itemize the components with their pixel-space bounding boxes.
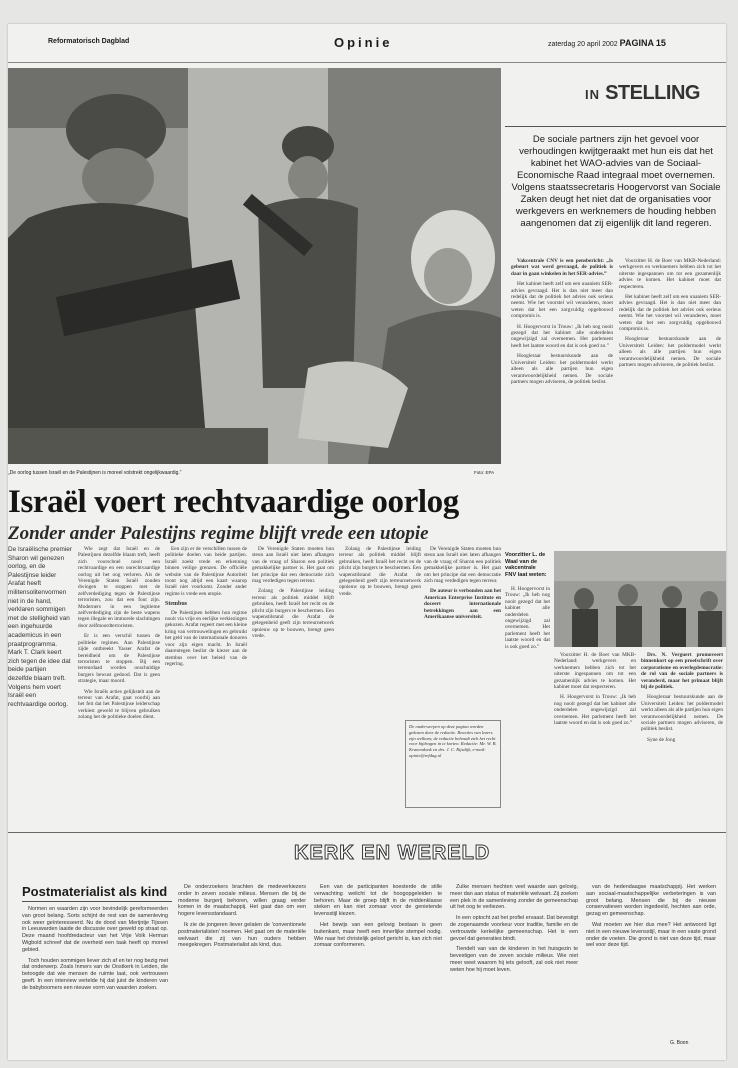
- photo-credit: Foto: EPA: [474, 470, 495, 475]
- reply-paragraph: Drs. N. Verguert promoveert binnenkort op een proefschrift over corporatisme en overlegdemocratie: de rol van de sociale partners is veranderd, maar het primaat blijft bij de politiek.: [641, 652, 723, 691]
- photo-caption: „De oorlog tussen Israël en de Palestijnen is moreel volstrekt ongelijkwaardig.”: [8, 470, 182, 476]
- article-headline: Israël voert rechtvaardige oorlog: [8, 484, 459, 520]
- meeting-photo-image: [554, 551, 726, 647]
- quote-paragraph: Hoogleraar bestuurskunde aan de Universiteit Leiden: het poldermodel werkt alleen als alle partijen hun eigen verantwoordelijkheid nemen. De sociale partners mogen adviseren, de politiek beslist.: [641, 694, 723, 733]
- section-divider: [8, 832, 726, 833]
- article-paragraph: Een zijn er de verschillen tussen de politieke doelen van beide partijen. Israël zoekt vrede en erkenning binnen veilige grenzen. De officiële website van de Palestijnse Autoriteit toont nog altijd een kaart waarop Israël niet voorkomt. Zonder ander regime is vrede een utopie.: [165, 546, 247, 597]
- article-subhead: Zonder ander Palestijns regime blijft vrede een utopie: [8, 523, 429, 544]
- article-paragraph: Zolang de Palestijnse leiding terreur als politiek middel blijft gebruiken, heeft Israël het recht en de plicht zijn burgers te beschermen. Een wapenstilstand die Arafat de gelegenheid geeft zijn terreurnetwerk opnieuw op te bouwen, brengt geen vrede.: [339, 546, 421, 597]
- quote-paragraph: H. Hoogervorst in Trouw: „Ik heb nog nooit gezegd dat het kabinet alle onderdelen ongewijzigd zal overnemen. Het parlement heeft het laatste woord en dat is ook goed zo.”: [511, 323, 613, 349]
- info-box: De onderwerpen op deze pagina worden gekozen door de redactie. Reacties van lezers zijn welkom; de redactie behoudt zich het recht voor bijdragen in te korten. Redactie: Mr. W. B. Kranendonk en drs. J. C. Rijsdijk, e-mail: opinie@refdag.nl: [405, 720, 501, 808]
- quote-paragraph: Hoogleraar bestuurskunde aan de Universiteit Leiden: het poldermodel werkt alleen als alle partijen hun eigen verantwoordelijkheid nemen. De sociale partners mogen adviseren, de politiek beslist.: [511, 353, 613, 385]
- quote-paragraph: Voorzitter H. de Boer van MKB-Nederland: werkgevers en werknemers hebben zich tot het uiterste ingespannen om tot een gezamenlijk advies te komen. Het kabinet moet dat respecteren.: [554, 652, 636, 691]
- meeting-photo: [554, 551, 726, 647]
- author-note: De auteur is verbonden aan het American Enterprise Institute en doceert internationale betrekkingen aan een Amerikaanse universiteit.: [424, 588, 501, 621]
- quote-paragraph: Vakcentrale CNV is een pensbericht: „Is gebeurt wat werd gevraagd, de politiek is daar in gaan winkelen in het SER-advies.”: [511, 258, 613, 277]
- instelling-column-5: [641, 652, 723, 824]
- column-paragraph: In een optocht zat het profiel ervaast. Dat bevestigt de zogenaamde voorkeur voor traditie, familie en de vertrouwde kerkelijke gemeenschap. Het is een gevoel dat generaties bindt.: [450, 915, 578, 942]
- article-column-3: [252, 546, 334, 826]
- date-text: zaterdag 20 april 2002: [548, 41, 618, 48]
- article-paragraph: Wie zegt dat Israël en de Palestijnen dezelfde blaam treft, heeft zich voorschnel nooit een rechtvaardige en een onrechtvaardige oorlog uit het oog verloren. Als de Verenigde Staten Israël zouden dwingen te stoppen met de zelfverdediging tegen de Palestijnse terroristen, zou dat een fout zijn. Moderners in een legitieme zelfverdediging zijn de beste wapens tegen illegale en immorele slachtingen door zelfmoordterroristen.: [78, 546, 160, 629]
- instelling-column-4: [554, 652, 636, 824]
- article-paragraph: De Verenigde Staten moeten hun steun aan Israël niet laten afhangen van de vraag of Sharon een politiek gemakkelijke partner is. Het gaat om het principe dat een democratie zich mag verdedigen tegen terreur.: [252, 546, 334, 585]
- kerk-column-5: [586, 884, 716, 1038]
- instelling-intro: De sociale partners zijn het gevoel voor verhoudingen kwijtgeraakt met hun eis dat het kabinet het WAO-advies van de Sociaal-Economische Raad integraal moet overnemen. Volgens staatssecretaris Hoogervorst van Sociale Zaken deugt het niet dat de organisaties voor werkgevers en werknemers de houding hebben aangenomen dat zij eigenlijk dit land regeren.: [511, 134, 721, 229]
- instelling-name: STELLING: [605, 82, 700, 104]
- article-paragraph: De Palestijnen hebben hun regime nooit via vrije en eerlijke verkiezingen gekozen. Arafat regeert met een kleine kring van vertrouwelingen en gebruikt het geld van de internationale donoren voor zijn eigen macht. In Israël daarentegen beslist de kiezer aan de stembus over het beleid van de regering.: [165, 609, 247, 667]
- column-paragraph: Zulke mensen hechten veel waarde aan gelovig, meer dan aan status of materiële welvaart. Zij zoeken een plek in de samenleving zonder de gemeenschap uit het oog te verliezen.: [450, 884, 578, 911]
- page-label: PAGINA: [619, 38, 654, 48]
- instelling-column-1: [511, 258, 613, 544]
- quote-paragraph: Het kabinet heeft zelf om een unaniem SER-advies gevraagd. Het is dan niet meer dan redelijk dat de politiek het advies ook serieus neemt. Wie het voorstel wil veranderen, moet weten dat het een zorgvuldig opgebouwd compromis is.: [511, 281, 613, 320]
- section-title: Opinie: [334, 35, 393, 50]
- page-number: 15: [655, 38, 666, 48]
- instelling-column-2: [619, 258, 721, 544]
- column-paragraph: Toch houden sommigen liever zich af en ter nog bezig met dat onderwerp. Zoals Inmers van de Oostkerk in Leiden, die betoogde dat wie mensen de ruimte laat, ook vertrouwen geeft. In een interview vertelde hij dat juist de kinderen van de babyboomers een nieuwe vorm van waarden zoeken.: [22, 957, 168, 991]
- newspaper-page: [8, 24, 726, 1060]
- article-column-5: [424, 546, 501, 716]
- column-signature: G. Boon: [670, 1040, 689, 1046]
- quote-paragraph: Voorzitter H. de Boer van MKB-Nederland: werkgevers en werknemers hebben zich tot het uiterste ingespannen om tot een gezamenlijk advies te komen. Het kabinet moet dat respecteren.: [619, 258, 721, 290]
- column-paragraph: De onderzoekers brachten de medeverkiezers onder in zeven sociale milieus. Mensen die bij de moderne burgerij behoren, willen graag verder komen in de maatschappij. Het gaat dan om een hogere levensstandaard.: [178, 884, 306, 918]
- masthead: [8, 24, 726, 63]
- article-paragraph: De Verenigde Staten moeten hun steun aan Israël niet laten afhangen van de vraag of Sharon een politiek gemakkelijke partner is. Het gaat om het principe dat een democratie zich mag verdedigen tegen terreur.: [424, 546, 501, 585]
- main-photo: [8, 68, 501, 464]
- newspaper-name: Reformatorisch Dagblad: [48, 38, 130, 45]
- divider: [505, 126, 726, 127]
- column-paragraph: Een van de participanten koesterde de stille verwachting welicht tot de hoogopgeleiden te behoren. Maar de groep blijft in de middenklasse steken en kan niet zomaar voor de genietende levensstijl kiezen.: [314, 884, 442, 918]
- kerk-column-2: [178, 884, 306, 1046]
- column-paragraph: Normen en waarden zijn voor bevindelijk gereformeerden van groot belang. Sorts schijnt de rest van de samenleving ook weer geïnteresseerd. Nu de dood van Merijntje Tijssen in Leeuwarden laaide de discussie over geweld op straat op. Deze maand hoofdredacteur van het Vrije Volk Herman Wigbold schreef dat de overheid een taak heeft op moreel gebied.: [22, 906, 168, 953]
- quote-paragraph: Hoogleraar bestuurskunde aan de Universiteit Leiden: het poldermodel werkt alleen als alle partijen hun eigen verantwoordelijkheid nemen. De sociale partners mogen adviseren, de politiek beslist.: [619, 336, 721, 369]
- article-column-1: [78, 546, 160, 826]
- article-intertitle: Stembus: [165, 601, 188, 608]
- divider: [22, 901, 172, 902]
- column-paragraph: Tiendelt van van de kinderen in het huisgezin te bevestigen van de zeven sociale milieus. Wie niet meer weet waarom hij iets gelooft, zal ook niet meer weten hoe hij moet leven.: [450, 946, 578, 973]
- kerk-column-3: [314, 884, 442, 1046]
- signature: Syne de Jong: [647, 736, 676, 743]
- instelling-kicker: IN: [585, 87, 600, 102]
- column-paragraph: Wat moeten we hier dus mee? Het antwoord ligt niet in een nieuwe levensstijl, maar in een vaste grond onder de voeten. Die grond is niet van deze tijd, maar wel voor deze tijd.: [586, 921, 716, 949]
- article-paragraph: Wie Israëls acties gelijkstelt aan de terreur van Arafat, gaat voorbij aan het feit dat het Palestijnse leiderschap verkiest geweld te blijven gebruiken zolang het de politieke doelen dient.: [78, 688, 160, 721]
- article-paragraph: Er is een verschil tussen de politieke regimes. Aan Palestijnse zijde ontbreekt Yasser Arafat de bereidheid om de Palestijnse terroristen te stoppen. Bij een terreurdaad worden onschuldige burgers bewust gedood. Dat is geen strategie, maar moord.: [78, 633, 160, 685]
- kerk-column-1: [22, 906, 168, 1046]
- column-paragraph: van de hedendaagse maatschappij. Het werken aan sociaal-maatschappelijke verbeteringen is van groot belang. Mensen die bij de nieuwe conservatieven worden ingedeeld, hechten aan orde, gezag en gemeenschap.: [586, 884, 716, 918]
- quote-paragraph: H. Hoogervorst in Trouw: „Ik heb nog nooit gezegd dat het kabinet alle onderdelen ongewijzigd zal overnemen. Het parlement heeft het laatste woord en dat is ook goed zo.”: [554, 694, 636, 727]
- column-paragraph: Het bewijs van een gelovig bestaan is geen buitenkant, maar heeft een innerlijke stempel nodig. Wie naar het christelijk geloof gericht is, kan zich niet zomaar conformeren.: [314, 921, 442, 949]
- article-paragraph: Zolang de Palestijnse leiding terreur als politiek middel blijft gebruiken, heeft Israël het recht en de plicht zijn burgers te beschermen. Een wapenstilstand die Arafat de gelegenheid geeft zijn terreurnetwerk opnieuw op te bouwen, brengt geen vrede.: [252, 588, 334, 640]
- article-lead: De Israëlische premier Sharon wil genezen oorlog, en de Palestijnse leider Arafat heeft militensolitenvormen niet in de hand, verklaren sommigen met de stelligheid van een ingehuurde academicus in een praatprogramma. Mark T. Clark keert zich tegen de idee dat beide partijen dezelfde blaam treft. Volgens hem voert Israël een rechtvaardige oorlog.: [8, 546, 72, 708]
- column-title: Postmaterialist als kind: [22, 884, 168, 899]
- quote-paragraph: Het kabinet heeft zelf om een unaniem SER-advies gevraagd. Het is dan niet meer dan redelijk dat de politiek het advies ook serieus neemt. Wie het voorstel wil veranderen, moet weten dat het een zorgvuldig opgebouwd compromis is.: [619, 294, 721, 333]
- column-paragraph: Ik zie de jongeren liever gelaten de 'conventionele postmaterialisten' noemen. Het gaat om de materiële welvaart die zij van hun ouders hebben meegekregen. Postmaterialist als kind, dus.: [178, 921, 306, 949]
- instelling-question-2: Voorzitter L. de Waal van de vakcentrale FNV laat weten:: [505, 552, 547, 578]
- instelling-title: [585, 82, 700, 105]
- page-date: [548, 38, 666, 48]
- instelling-column-3: [505, 586, 550, 736]
- kerk-en-wereld-title: KERK EN WERELD: [294, 842, 491, 864]
- kerk-column-4: [450, 884, 578, 1046]
- quote-paragraph: H. Hoogervorst in Trouw: „Ik heb nog nooit gezegd dat het kabinet alle onderdelen ongewijzigd zal overnemen. Het parlement heeft het laatste woord en dat is ook goed zo.”: [505, 586, 550, 650]
- article-column-2: [165, 546, 247, 826]
- soldiers-photo-image: [8, 68, 501, 464]
